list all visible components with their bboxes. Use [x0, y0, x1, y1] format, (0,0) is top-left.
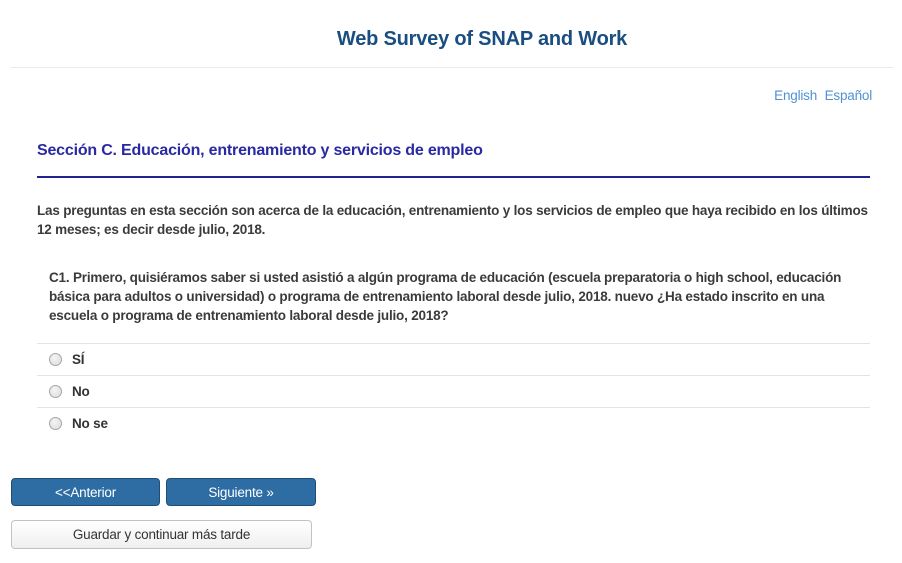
- navigation-buttons: [11, 478, 902, 549]
- language-link-english[interactable]: English: [774, 88, 818, 103]
- question-text: C1. Primero, quisiéramos saber si usted asistió a algún programa de educación (escuela preparatoria o high school, educación básica para adultos o universidad) o programa de entrenamiento laboral desde julio, 2018. nuevo ¿Ha estado inscrito en una escuela o programa de entrenamiento laboral desde julio, 2018?: [49, 270, 842, 323]
- save-continue-button[interactable]: Guardar y continuar más tarde: [11, 520, 312, 549]
- language-link-espanol[interactable]: Español: [824, 88, 872, 103]
- section-heading: Sección C. Educación, entrenamiento y servicios de empleo: [37, 142, 483, 159]
- survey-content: [37, 142, 870, 439]
- option-row-nose[interactable]: [37, 407, 870, 439]
- option-label-no: No: [72, 384, 90, 399]
- radio-icon-si[interactable]: [49, 353, 62, 366]
- section-intro: Las preguntas en esta sección son acerca de la educación, entrenamiento y los servicios de empleo que haya recibido en los últimos 12 meses; es decir desde julio, 2018.: [37, 203, 868, 237]
- section-divider: [37, 176, 870, 178]
- previous-button[interactable]: <<Anterior: [11, 478, 160, 506]
- answer-options: [37, 343, 870, 439]
- option-label-si: SÍ: [72, 352, 85, 367]
- option-row-si[interactable]: [37, 343, 870, 375]
- prev-next-row: [11, 478, 902, 506]
- next-button[interactable]: Siguiente »: [166, 478, 316, 506]
- language-switcher: [0, 88, 872, 104]
- radio-icon-nose[interactable]: [49, 417, 62, 430]
- header: [0, 0, 902, 104]
- option-row-no[interactable]: [37, 375, 870, 407]
- page-title: Web Survey of SNAP and Work: [336, 28, 628, 50]
- option-label-nose: No se: [72, 416, 108, 431]
- header-divider: [10, 67, 894, 68]
- radio-icon-no[interactable]: [49, 385, 62, 398]
